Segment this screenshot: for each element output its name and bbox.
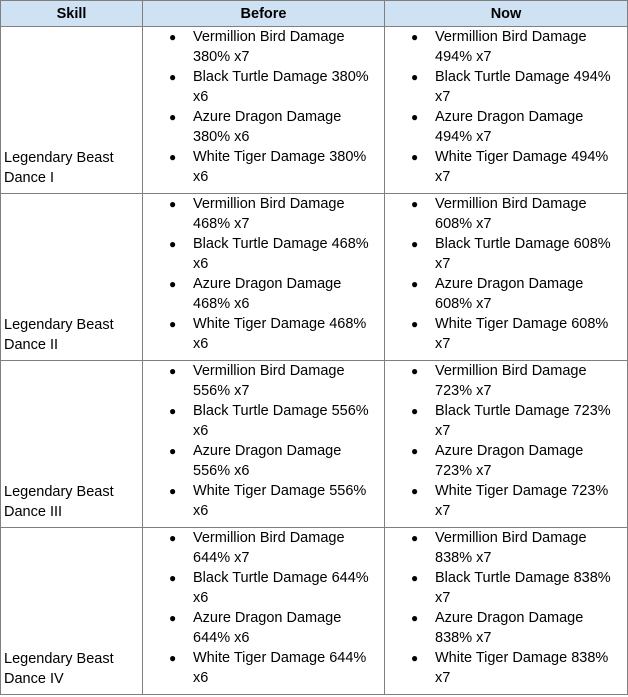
list-item: ● Vermillion Bird Damage 723% x7 (385, 361, 627, 401)
list-item: ● White Tiger Damage 608% x7 (385, 314, 627, 354)
table-row (1, 194, 628, 361)
list-item: ● Black Turtle Damage 468% x6 (143, 234, 384, 274)
list-item: ● Azure Dragon Damage 723% x7 (385, 441, 627, 481)
skill-cell: Legendary Beast Dance IV (1, 528, 143, 695)
list-item: ● Azure Dragon Damage 494% x7 (385, 107, 627, 147)
table-row (1, 27, 628, 194)
list-item: ● Black Turtle Damage 723% x7 (385, 401, 627, 441)
list-item: ● Vermillion Bird Damage 494% x7 (385, 27, 627, 67)
before-list (143, 194, 384, 354)
before-list (143, 361, 384, 521)
now-list (385, 361, 627, 521)
list-item: ● White Tiger Damage 494% x7 (385, 147, 627, 187)
list-item: ● White Tiger Damage 838% x7 (385, 648, 627, 688)
table-row (1, 361, 628, 528)
list-item: ● Azure Dragon Damage 380% x6 (143, 107, 384, 147)
skill-cell: Legendary Beast Dance III (1, 361, 143, 528)
list-item: ● Azure Dragon Damage 468% x6 (143, 274, 384, 314)
now-cell (385, 361, 628, 528)
table-row (1, 528, 628, 695)
list-item: ● Vermillion Bird Damage 380% x7 (143, 27, 384, 67)
list-item: ● Black Turtle Damage 838% x7 (385, 568, 627, 608)
now-cell (385, 194, 628, 361)
before-cell (143, 528, 385, 695)
list-item: ● Azure Dragon Damage 556% x6 (143, 441, 384, 481)
now-list (385, 194, 627, 354)
header-skill: Skill (1, 1, 143, 27)
list-item: ● Azure Dragon Damage 838% x7 (385, 608, 627, 648)
before-list (143, 528, 384, 688)
list-item: ● White Tiger Damage 723% x7 (385, 481, 627, 521)
list-item: ● Black Turtle Damage 494% x7 (385, 67, 627, 107)
list-item: ● White Tiger Damage 380% x6 (143, 147, 384, 187)
list-item: ● Black Turtle Damage 644% x6 (143, 568, 384, 608)
header-now: Now (385, 1, 628, 27)
before-cell (143, 361, 385, 528)
list-item: ● Vermillion Bird Damage 468% x7 (143, 194, 384, 234)
list-item: ● White Tiger Damage 644% x6 (143, 648, 384, 688)
list-item: ● Black Turtle Damage 380% x6 (143, 67, 384, 107)
now-cell (385, 528, 628, 695)
before-list (143, 27, 384, 187)
header-before: Before (143, 1, 385, 27)
before-cell (143, 194, 385, 361)
list-item: ● Azure Dragon Damage 608% x7 (385, 274, 627, 314)
now-cell (385, 27, 628, 194)
before-cell (143, 27, 385, 194)
skill-cell: Legendary Beast Dance I (1, 27, 143, 194)
header-row (1, 1, 628, 27)
list-item: ● Vermillion Bird Damage 608% x7 (385, 194, 627, 234)
list-item: ● Black Turtle Damage 608% x7 (385, 234, 627, 274)
list-item: ● White Tiger Damage 468% x6 (143, 314, 384, 354)
now-list (385, 528, 627, 688)
now-list (385, 27, 627, 187)
list-item: ● Black Turtle Damage 556% x6 (143, 401, 384, 441)
list-item: ● Vermillion Bird Damage 644% x7 (143, 528, 384, 568)
skill-cell: Legendary Beast Dance II (1, 194, 143, 361)
list-item: ● White Tiger Damage 556% x6 (143, 481, 384, 521)
list-item: ● Azure Dragon Damage 644% x6 (143, 608, 384, 648)
list-item: ● Vermillion Bird Damage 556% x7 (143, 361, 384, 401)
list-item: ● Vermillion Bird Damage 838% x7 (385, 528, 627, 568)
